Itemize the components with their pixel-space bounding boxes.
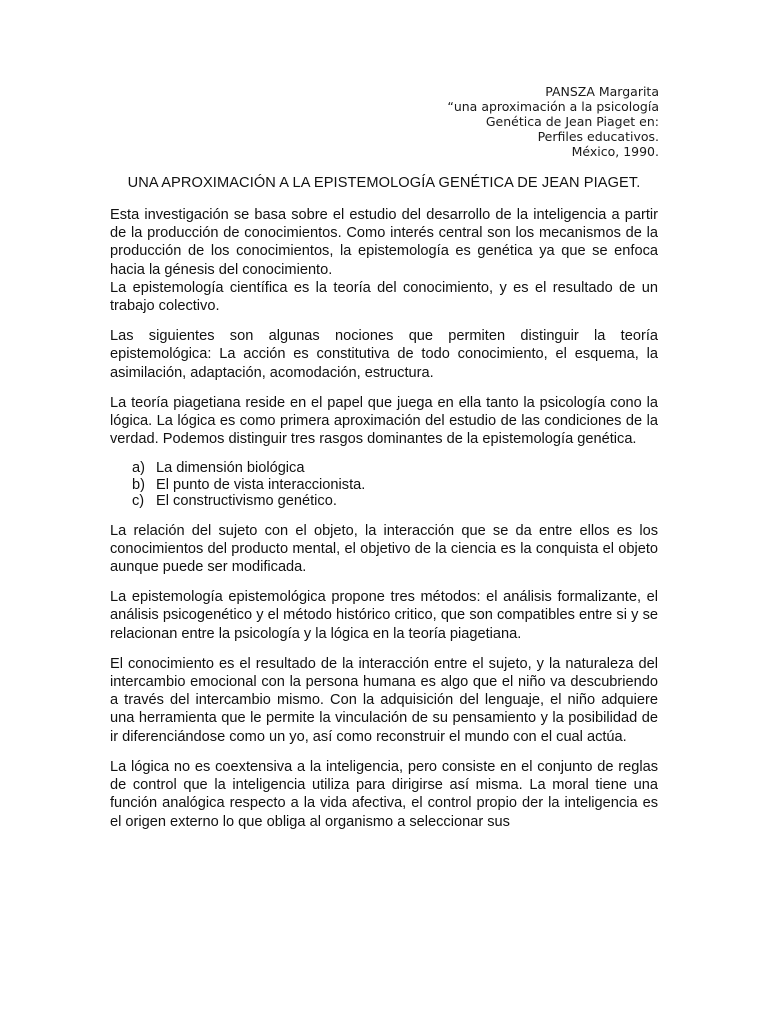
list-item-text: La dimensión biológica xyxy=(156,460,305,477)
document-title: UNA APROXIMACIÓN A LA EPISTEMOLOGÍA GENÉTICA DE JEAN PIAGET. xyxy=(127,175,641,191)
list-marker: c) xyxy=(132,493,145,510)
paragraph-8: La lógica no es coextensiva a la inteligencia, pero consiste en el conjunto de reglas de control que la inteligencia utiliza para dirigirse así misma. La moral tiene una función analógica respecto a la vida afectiva, el control propio der la inteligencia es el origen externo lo que obliga al organismo a seleccionar sus xyxy=(110,758,658,830)
citation-work-title-continued: Genética de Jean Piaget en: xyxy=(485,114,659,129)
paragraph-6: La epistemología epistemológica propone tres métodos: el análisis formalizante, el análisis psicogenético y el método histórico critico, que son compatibles entre si y se relacionan entre la psicología y la lógica en la teoría piagetiana. xyxy=(110,589,658,642)
list-marker: b) xyxy=(132,476,145,493)
paragraph-1: Esta investigación se basa sobre el estudio del desarrollo de la inteligencia a partir de la producción de conocimientos. Como interés central son los mecanismos de la producción de los conocimientos, la epistemología es genética ya que se enfoca hacia la génesis del conocimiento. xyxy=(110,207,658,278)
list-item-text: El punto de vista interaccionista. xyxy=(156,476,366,493)
list-marker: a) xyxy=(132,460,145,477)
citation-place-year: México, 1990. xyxy=(571,144,659,159)
paragraph-4: La teoría piagetiana reside en el papel que juega en ella tanto la psicología cono la lógica. La lógica es como primera aproximación del estudio de las condiciones de la verdad. Podemos distinguir tres rasgos dominantes de la epistemología genética. xyxy=(110,394,658,448)
citation-work-title: “una aproximación a la psicología xyxy=(447,99,659,114)
citation-block xyxy=(447,84,659,159)
features-list xyxy=(110,460,658,509)
paragraph-7: El conocimiento es el resultado de la interacción entre el sujeto, y la naturaleza del intercambio emocional con la persona humana es algo que el niño va descubriendo a través del intercambio mismo. Con la adquisición del lenguaje, el niño adquiere una herramienta que le permite la vinculación de su pensamiento y la posibilidad de ir diferenciándose como un yo, así como reconstruir el mundo con el cual actúa. xyxy=(110,655,658,745)
list-item xyxy=(132,493,658,509)
paragraph-3: Las siguientes son algunas nociones que permiten distinguir la teoría epistemológica: La acción es constitutiva de todo conocimiento, el esquema, la asimilación, adaptación, acomodación, estructura. xyxy=(110,328,658,381)
citation-author: PANSZA Margarita xyxy=(545,84,659,99)
list-item xyxy=(132,460,658,476)
list-item-text: El constructivismo genético. xyxy=(156,493,337,510)
paragraph-2: La epistemología científica es la teoría del conocimiento, y es el resultado de un trabajo colectivo. xyxy=(110,279,658,315)
document-body xyxy=(110,206,658,843)
citation-journal: Perfiles educativos. xyxy=(537,129,659,144)
list-item xyxy=(132,477,658,493)
paragraph-5: La relación del sujeto con el objeto, la interacción que se da entre ellos es los conocimientos del producto mental, el objetivo de la ciencia es la conquista el objeto aunque puede ser modificada. xyxy=(110,522,658,576)
